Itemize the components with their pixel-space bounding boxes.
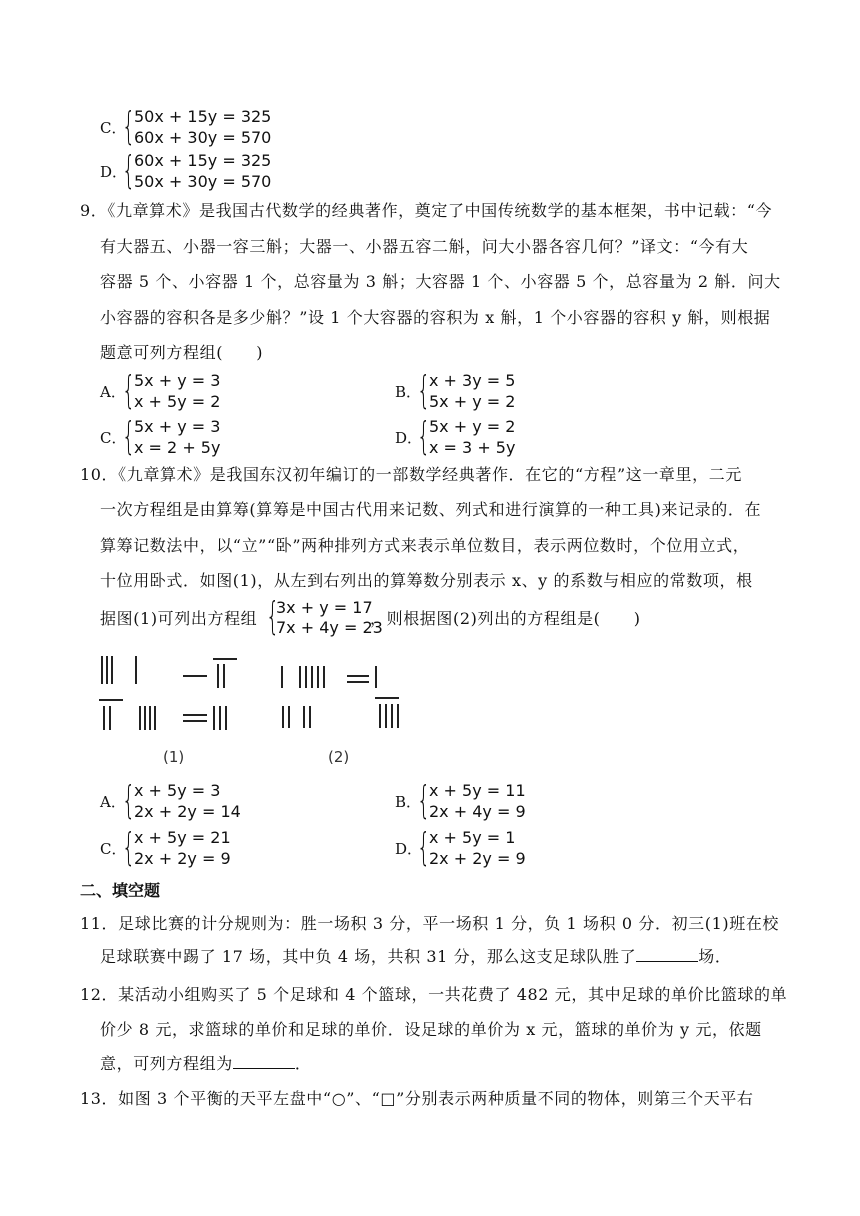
q9-line-1: 9．《九章算术》是我国古代数学的经典著作，奠定了中国传统数学的基本框架，书中记载：“今: [80, 201, 773, 220]
answer-blank[interactable]: [233, 1054, 295, 1069]
rod: [144, 706, 146, 730]
section-heading: 二、填空题: [80, 881, 161, 900]
brace: {: [417, 368, 431, 412]
q9-line-5: 题意可列方程组( ): [100, 343, 264, 362]
rod: [375, 697, 399, 699]
option-label: A．: [100, 793, 126, 811]
q10-option-a: [100, 780, 300, 824]
q12-line-2: 价少 8 元，求篮球的单价和足球的单价．设足球的单价为 x 元，篮球的单价为 y 元，依题: [100, 1020, 762, 1039]
rod: [305, 666, 307, 688]
rod: [106, 656, 108, 684]
equation-2: 2x + 2y = 14: [134, 802, 241, 821]
q9-line-4: 小容器的容积各是多少斛？”设 1 个大容器的容积为 x 斛，1 个小容器的容积 y 斛，则根据: [100, 308, 771, 327]
q11-line-2-pre: 足球联赛中踢了 17 场，其中负 4 场，共积 31 分，那么这支足球队胜了: [100, 947, 637, 966]
rod: [323, 666, 325, 688]
q12-line-1: 12．某活动小组购买了 5 个足球和 4 个篮球，一共花费了 482 元，其中足球的单价比篮球的单: [80, 985, 788, 1004]
rod: [281, 666, 283, 688]
equation-2: x = 2 + 5y: [134, 438, 221, 457]
equation-1: 5x + y = 3: [134, 417, 221, 436]
brace: {: [122, 368, 136, 412]
equation-2: 5x + y = 2: [429, 392, 516, 411]
rod: [111, 656, 113, 684]
option-label: C．: [100, 840, 127, 858]
rod: [109, 706, 111, 730]
brace: {: [122, 778, 136, 822]
option-label: A．: [100, 383, 126, 401]
q12-line-3-post: ．: [294, 1054, 312, 1073]
q10-option-b: [395, 780, 595, 824]
equation-2: 2x + 2y = 9: [134, 849, 231, 868]
option-label: B．: [395, 383, 422, 401]
option-label: B．: [395, 793, 422, 811]
rod: [99, 699, 123, 701]
rod: [299, 666, 301, 688]
q11-line-1: 11．足球比赛的计分规则为：胜一场积 3 分，平一场积 1 分，负 1 场积 0 分．初三(1)班在校: [80, 914, 780, 933]
q9-option-a: [100, 370, 300, 414]
q8-option-d: [100, 150, 300, 194]
equation-1: x + 5y = 3: [134, 781, 221, 800]
rod: [139, 706, 141, 730]
rod: [213, 706, 215, 730]
rod: [183, 720, 207, 722]
equation-1: x + 5y = 21: [134, 828, 231, 847]
rod: [154, 706, 156, 730]
brace: {: [122, 104, 136, 148]
rod: [317, 666, 319, 688]
q13-line-1: 13．如图 3 个平衡的天平左盘中“○”、“□”分别表示两种质量不同的物体，则第三个天平右: [80, 1089, 754, 1108]
q9-line-2: 有大器五、小器一容三斛；大器一、小器五容二斛，问大小器各容几何？”译文：“今有大: [100, 237, 749, 256]
rod: [379, 704, 381, 728]
rod: [385, 704, 387, 728]
brace: {: [417, 778, 431, 822]
equation-1: 5x + y = 2: [429, 417, 516, 436]
rod: [309, 706, 311, 728]
figure-2-label: (2): [328, 748, 350, 766]
rod: [183, 675, 207, 677]
equation-1: x + 5y = 11: [429, 781, 526, 800]
q10-line-4: 十位用卧式．如图(1)，从左到右列出的算筹数分别表示 x、y 的系数与相应的常数项，根: [100, 571, 753, 590]
brace: {: [122, 414, 136, 458]
figure-1-label: (1): [163, 748, 185, 766]
q9-line-3: 容器 5 个、小容器 1 个，总容量为 3 斛；大容器 1 个、小容器 5 个，总容量为 2 斛．问大: [100, 272, 781, 291]
equation-2: x + 5y = 2: [134, 392, 221, 411]
q10-line-1: 10．《九章算术》是我国东汉初年编订的一部数学经典著作．在它的“方程”这一章里，二元: [80, 465, 742, 484]
rod: [311, 666, 313, 688]
rod: [375, 666, 377, 688]
q10-line-5: [100, 596, 740, 642]
equation-2: 50x + 30y = 570: [134, 172, 272, 191]
q10-line-5-post: ，则根据图(2)列出的方程组是( ): [370, 609, 641, 628]
equation-2: 60x + 30y = 570: [134, 128, 272, 147]
brace: {: [122, 148, 136, 192]
rod: [149, 706, 151, 730]
q11-line-2-post: 场．: [698, 947, 732, 966]
rod: [183, 714, 207, 716]
option-label: D．: [100, 163, 128, 181]
brace: {: [417, 825, 431, 869]
q10-line-5-pre: 据图(1)可列出方程组: [100, 609, 258, 628]
brace: {: [122, 825, 136, 869]
q10-line-2: 一次方程组是由算筹(算筹是中国古代用来记数、列式和进行演算的一种工具)来记录的．在: [100, 500, 762, 519]
q12-line-3: [100, 1053, 311, 1075]
rod: [288, 706, 290, 728]
q9-option-b: [395, 370, 595, 414]
equation-1: x + 5y = 1: [429, 828, 516, 847]
equation-1: 60x + 15y = 325: [134, 151, 272, 170]
equation-1: 3x + y = 17: [276, 598, 373, 617]
rod: [225, 706, 227, 730]
option-label: D．: [395, 840, 423, 858]
q9-option-d: [395, 416, 595, 460]
equation-1: 50x + 15y = 325: [134, 107, 272, 126]
rod: [391, 704, 393, 728]
equation-2: 2x + 4y = 9: [429, 802, 526, 821]
counting-rods-figure: [95, 648, 415, 773]
equation-2: 7x + 4y = 23: [276, 618, 383, 637]
equation-2: 2x + 2y = 9: [429, 849, 526, 868]
q12-line-3-pre: 意，可列方程组为: [100, 1054, 233, 1073]
equation-2: x = 3 + 5y: [429, 438, 516, 457]
rod: [347, 681, 369, 683]
rod: [103, 706, 105, 730]
q9-option-c: [100, 416, 300, 460]
q11-line-2: [100, 946, 731, 968]
rod: [397, 704, 399, 728]
brace: {: [266, 594, 280, 638]
q10-option-d: [395, 827, 595, 871]
q10-line-3: 算筹记数法中，以“立”“卧”两种排列方式来表示单位数目，表示两位数时，个位用立式，: [100, 536, 750, 555]
brace: {: [417, 414, 431, 458]
rod: [219, 706, 221, 730]
equation-1: 5x + y = 3: [134, 371, 221, 390]
answer-blank[interactable]: [636, 947, 698, 962]
option-label: C．: [100, 119, 127, 137]
rod: [223, 664, 225, 688]
q10-option-c: [100, 827, 300, 871]
rod: [217, 664, 219, 688]
option-label: D．: [395, 429, 423, 447]
q8-option-c: [100, 106, 300, 150]
rod: [347, 675, 369, 677]
rod: [282, 706, 284, 728]
rod: [135, 656, 137, 684]
rod: [101, 656, 103, 684]
rod: [303, 706, 305, 728]
option-label: C．: [100, 429, 127, 447]
equation-1: x + 3y = 5: [429, 371, 516, 390]
rod: [213, 658, 237, 660]
